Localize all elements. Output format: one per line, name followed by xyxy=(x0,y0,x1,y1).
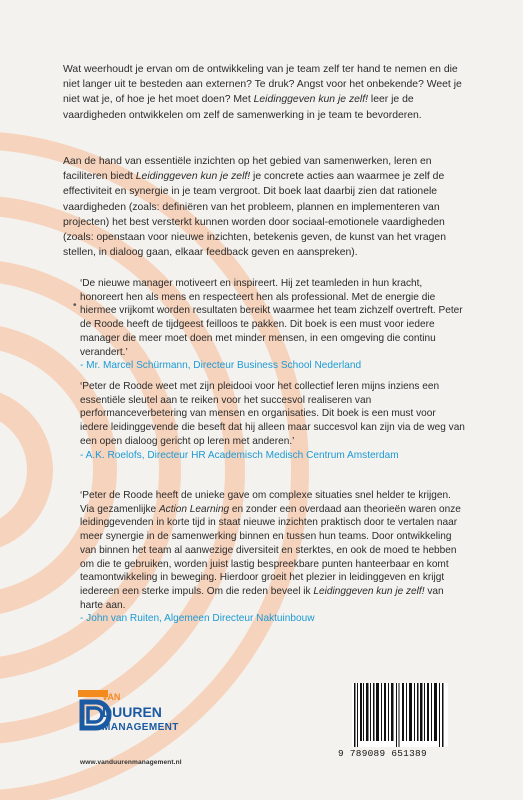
publisher-name-line1: VAN xyxy=(102,692,121,702)
intro-paragraph-1: Wat weerhoudt je ervan om de ontwikkeling van je team zelf ter hand te nemen en die niet langer uit te besteden aan externen? Te druk? Angst voor het onbekende? Weet je niet wat je, of hoe je het moet doen? Met Leidinggeven kun je zelf! leer je de vaardigheden ontwikkelen om zelf de samenwerking in je team te bevorderen. xyxy=(63,64,462,121)
quote-2-text: ‘Peter de Roode weet met zijn pleidooi voor het collectief leren mijns inziens een essentiële sleutel aan te reiken voor het succesvol realiseren van performanceverbetering van mensen en organisaties. Dit boek is een must voor iedere leidinggevende die beseft dat hij alleen maar succesvol kan zijn via de weg van een open dialoog gericht op leren met anderen.’ xyxy=(80,381,465,447)
barcode-number: 9 789089 651389 xyxy=(338,748,427,759)
quote-2-attribution: - A.K. Roelofs, Directeur HR Academisch Medisch Centrum Amsterdam xyxy=(80,449,399,461)
quote-1-text: ‘De nieuwe manager motiveert en inspireert. Hij zet teamleden in hun kracht, honoreert hen als mens en respecteert hen als professional. Met de energie die hiermee vrijkomt worden resultaten bereikt waarmee het team zichzelf overtreft. Peter de Roode heeft de tijdgeest feilloos te pakken. Dit boek is een must voor iedere manager die meer moet doen met minder mensen, in een omgeving die continu verandert.’ xyxy=(80,278,463,358)
publisher-name-line3: MANAGEMENT xyxy=(102,722,179,733)
quote-3-attribution: - John van Ruiten, Algemeen Directeur Naktuinbouw xyxy=(80,613,315,625)
publisher-name-line2: DUUREN xyxy=(102,704,162,720)
quote-2 xyxy=(80,380,465,462)
barcode xyxy=(352,683,448,747)
quote-3: ‘Peter de Roode heeft de unieke gave om complexe situaties snel helder te krijgen. Via gezamenlijke Action Learning en zonder een overdaad aan theorieën waren onze leidinggevenden in korte tijd in staat nieuwe inzichten praktisch door te vertalen naar meer synergie in de samenwerking binnen en tussen hun teams. Door ontwikkeling van binnen het team al aanwezige diversiteit en sterktes, en ook de moed te hebben om die te gebruiken, worden juist lastig bespreekbare punten hanteerbaar en komt teamontwikkeling in beweging. Hierdoor groeit het plezier in leidinggeven en krijgt iedereen een sterke impuls. Om die reden beveel ik Leidinggeven kun je zelf! van harte aan. - John van Ruiten, Algemeen Directeur Naktuinbouw xyxy=(80,490,461,625)
intro-paragraph-2: Aan de hand van essentiële inzichten op het gebied van samenwerken, leren en faciliteren biedt Leidinggeven kun je zelf! je concrete acties aan waarmee je zelf de effectiviteit en synergie in je team vergroot. Dit boek laat daarbij zien dat rationele vaardigheden (zoals: definiëren van het probleem, plannen en implementeren van projecten) het best versterkt kunnen worden door sociaal-emotionele vaardigheden (zoals: openstaan voor nieuwe inzichten, betekenis geven, de kunst van het vragen stellen, in dialoog gaan, elkaar feedback geven en aanspreken). xyxy=(63,156,446,259)
bullet-dot: • xyxy=(73,300,77,311)
quote-1 xyxy=(80,277,465,373)
publisher-website: www.vanduurenmanagement.nl xyxy=(80,759,182,766)
quote-1-attribution: - Mr. Marcel Schürmann, Directeur Business School Nederland xyxy=(80,360,362,372)
